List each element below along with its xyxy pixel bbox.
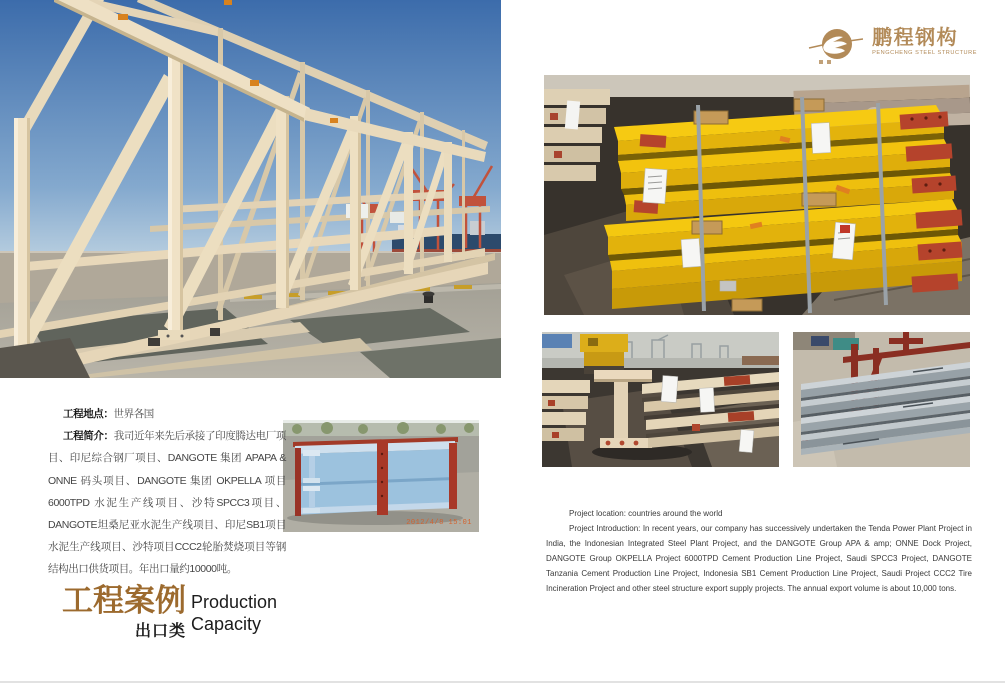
- yellow-crane-machine: [580, 334, 628, 374]
- cn-intro-paragraph: [48, 425, 286, 580]
- blue-beam-block: [293, 437, 458, 516]
- gray-beams-illustration: [793, 332, 970, 467]
- section-title-category: 出口类: [134, 623, 186, 640]
- page-bottom-rule: [0, 681, 1005, 683]
- cn-location-line: [48, 403, 286, 425]
- yellow-beams-illustration: [544, 75, 970, 315]
- section-title-en-line2: Capacity: [191, 614, 262, 634]
- port-truss-illustration: [0, 0, 501, 378]
- brand-name: [872, 27, 977, 56]
- cream-beams-illustration: [542, 332, 779, 467]
- brand-name-en: PENGCHENG STEEL STRUCTURE: [872, 50, 977, 56]
- port-truss-photo: [0, 0, 501, 378]
- en-intro-paragraph: Project Introduction: In recent years, our company has successively undertaken the Tenda Power Plant Project in India, the Indonesian Integrated Steel Plant Project, and the DANGOTE Group APA & amp; ONNE Dock Project, DANGOTE Group OKPELLA Project 6000TPD Cement Production Line Project, Saudi SPCC3 Project, DANGOTE Tanzania Cement Production Line Project, Indonesia SB1 Cement Production Line Project, Saudi Project CCC2 Tire Incineration Project and other steel structure export supply projects. The annual export volume is about 10,000 tons.: [546, 524, 972, 593]
- en-location-line: Project location: countries around the world: [569, 509, 723, 518]
- cn-intro-text: 我司近年来先后承接了印度腾达电厂项目、印尼综合钢厂项目、DANGOTE 集团 APAPA & ONNE 码头项目、DANGOTE 集团 OKPELLA 项目 6000TPD 水泥生产线项目、沙特SPCC3项目、DANGOTE坦桑尼亚水泥生产线项目、印尼SB1项目水泥生产线项目、沙特项目CCC2轮胎焚烧项目等钢结构出口供货项目。年出口量约10000吨。: [48, 430, 287, 576]
- cn-intro-block: [48, 403, 286, 581]
- section-title-en: [191, 591, 277, 635]
- swoosh-globe-icon: [807, 27, 863, 65]
- brand-name-cn: 鹏程钢构: [872, 27, 959, 49]
- cn-intro-label: 工程简介：: [63, 430, 114, 443]
- blue-beams-yard-photo: [283, 420, 479, 532]
- brand-logo: [807, 27, 977, 65]
- section-title-cn: 工程案例: [62, 583, 186, 618]
- cn-location-value: 世界各国: [113, 408, 154, 420]
- en-intro-block: [546, 506, 972, 596]
- yellow-beams-bundle-photo: [544, 75, 970, 315]
- section-title-en-line1: Production: [191, 592, 278, 612]
- photo-timestamp: 2012/4/8 15:01: [406, 519, 472, 527]
- section-title: [62, 585, 277, 641]
- cn-location-label: 工程地点：: [63, 408, 114, 420]
- gray-beams-rack-photo: [793, 332, 970, 467]
- cream-beams-dock-photo: [542, 332, 779, 467]
- blue-beams-illustration: [283, 420, 479, 532]
